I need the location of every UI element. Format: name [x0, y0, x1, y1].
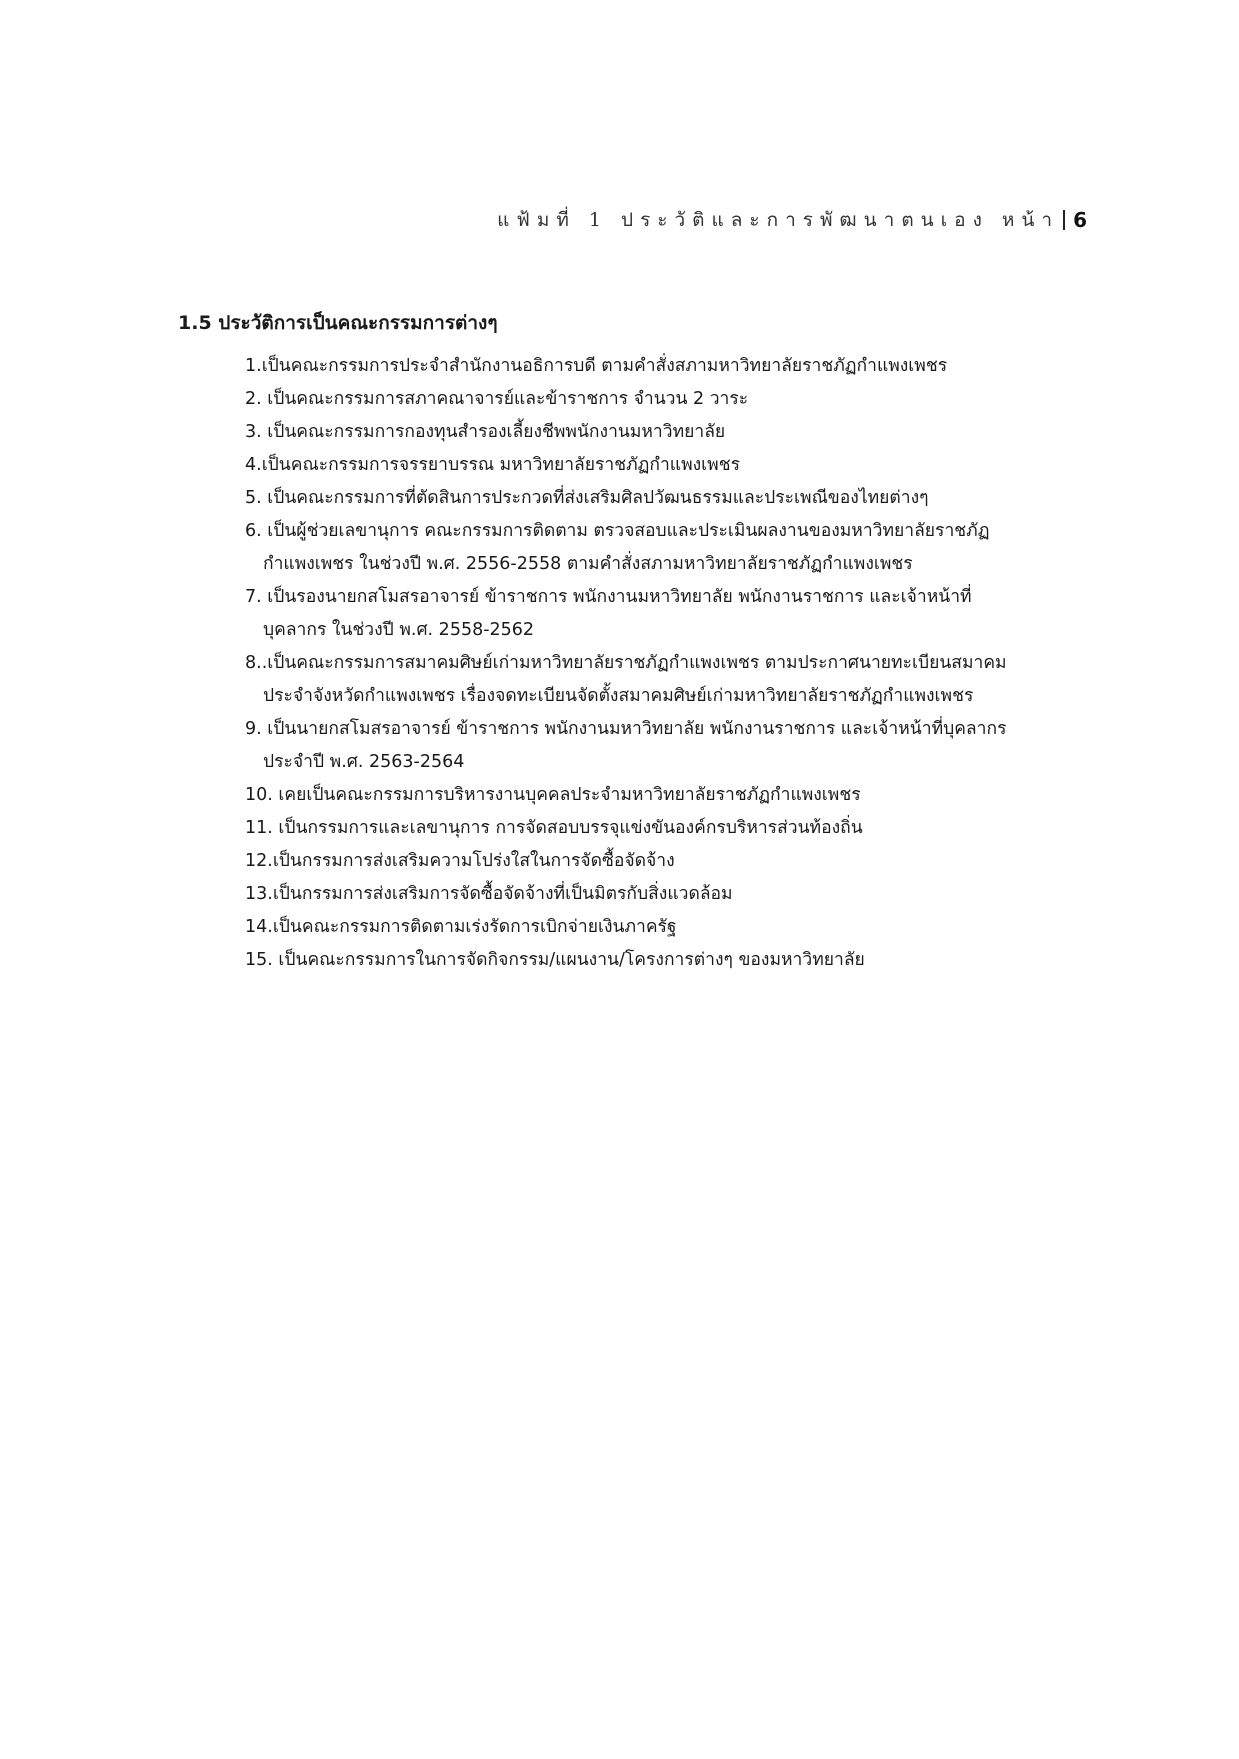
list-item-text: 9. เป็นนายกสโมสรอาจารย์ ข้าราชการ พนักงานมหาวิทยาลัย พนักงานราชการ และเจ้าหน้าที่บุคลากร: [245, 719, 1007, 739]
list-item-text: 1.เป็นคณะกรรมการประจำสำนักงานอธิการบดี ตามคำสั่งสภามหาวิทยาลัยราชภัฏกำแพงเพชร: [245, 356, 948, 376]
list-item-text: 15. เป็นคณะกรรมการในการจัดกิจกรรม/แผนงาน/โครงการต่างๆ ของมหาวิทยาลัย: [245, 950, 865, 970]
list-item-text: 7. เป็นรองนายกสโมสรอาจารย์ ข้าราชการ พนักงานมหาวิทยาลัย พนักงานราชการ และเจ้าหน้าที่: [245, 587, 972, 607]
list-item-continuation: บุคลากร ในช่วงปี พ.ศ. 2558-2562: [263, 620, 535, 640]
list-item: [245, 449, 1125, 482]
committee-list: [245, 350, 1125, 977]
list-item-text: 2. เป็นคณะกรรมการสภาคณาจารย์และข้าราชการ จำนวน 2 วาระ: [245, 389, 749, 409]
list-item: [245, 944, 1125, 977]
list-item-continuation: กำแพงเพชร ในช่วงปี พ.ศ. 2556-2558 ตามคำสั่งสภามหาวิทยาลัยราชภัฏกำแพงเพชร: [263, 554, 913, 574]
list-item-text: 4.เป็นคณะกรรมการจรรยาบรรณ มหาวิทยาลัยราชภัฏกำแพงเพชร: [245, 455, 740, 475]
header-title: แฟ้มที่ 1 ประวัติและการพัฒนาตนเอง หน้า: [497, 209, 1060, 231]
list-item-text: 12.เป็นกรรมการส่งเสริมความโปร่งใสในการจัดซื้อจัดจ้าง: [245, 851, 675, 871]
list-item-text: 11. เป็นกรรมการและเลขานุการ การจัดสอบบรรจุแข่งขันองค์กรบริหารส่วนท้องถิ่น: [245, 818, 863, 838]
list-item-text: 5. เป็นคณะกรรมการที่ตัดสินการประกวดที่ส่งเสริมศิลปวัฒนธรรมและประเพณีของไทยต่างๆ: [245, 488, 929, 508]
list-item: [245, 647, 1125, 713]
list-item-continuation: ประจำจังหวัดกำแพงเพชร เรื่องจดทะเบียนจัดตั้งสมาคมศิษย์เก่ามหาวิทยาลัยราชภัฏกำแพงเพชร: [263, 686, 974, 706]
list-item-text: 10. เคยเป็นคณะกรรมการบริหารงานบุคคลประจำมหาวิทยาลัยราชภัฏกำแพงเพชร: [245, 785, 861, 805]
list-item: [245, 911, 1125, 944]
list-item: [245, 878, 1125, 911]
list-item-text: 6. เป็นผู้ช่วยเลขานุการ คณะกรรมการติดตาม ตรวจสอบและประเมินผลงานของมหาวิทยาลัยราชภัฏ: [245, 521, 990, 541]
section-title: 1.5 ประวัติการเป็นคณะกรรมการต่างๆ: [178, 312, 498, 334]
list-item: [245, 713, 1125, 779]
list-item: [245, 515, 1125, 581]
page-number: 6: [1073, 208, 1087, 232]
page-header: [497, 205, 1087, 235]
list-item: [245, 581, 1125, 647]
list-item: [245, 812, 1125, 845]
list-item-continuation: ประจำปี พ.ศ. 2563-2564: [263, 752, 465, 772]
list-item-text: 8..เป็นคณะกรรมการสมาคมศิษย์เก่ามหาวิทยาลัยราชภัฏกำแพงเพชร ตามประกาศนายทะเบียนสมาคม: [245, 653, 1007, 673]
header-separator: [1063, 210, 1065, 230]
list-item: [245, 416, 1125, 449]
list-item: [245, 482, 1125, 515]
list-item: [245, 845, 1125, 878]
list-item: [245, 779, 1125, 812]
list-item: [245, 383, 1125, 416]
list-item-text: 14.เป็นคณะกรรมการติดตามเร่งรัดการเบิกจ่ายเงินภาครัฐ: [245, 917, 677, 937]
list-item-text: 3. เป็นคณะกรรมการกองทุนสำรองเลี้ยงชีพพนักงานมหาวิทยาลัย: [245, 422, 726, 442]
list-item: [245, 350, 1125, 383]
list-item-text: 13.เป็นกรรมการส่งเสริมการจัดซื้อจัดจ้างที่เป็นมิตรกับสิ่งแวดล้อม: [245, 884, 733, 904]
